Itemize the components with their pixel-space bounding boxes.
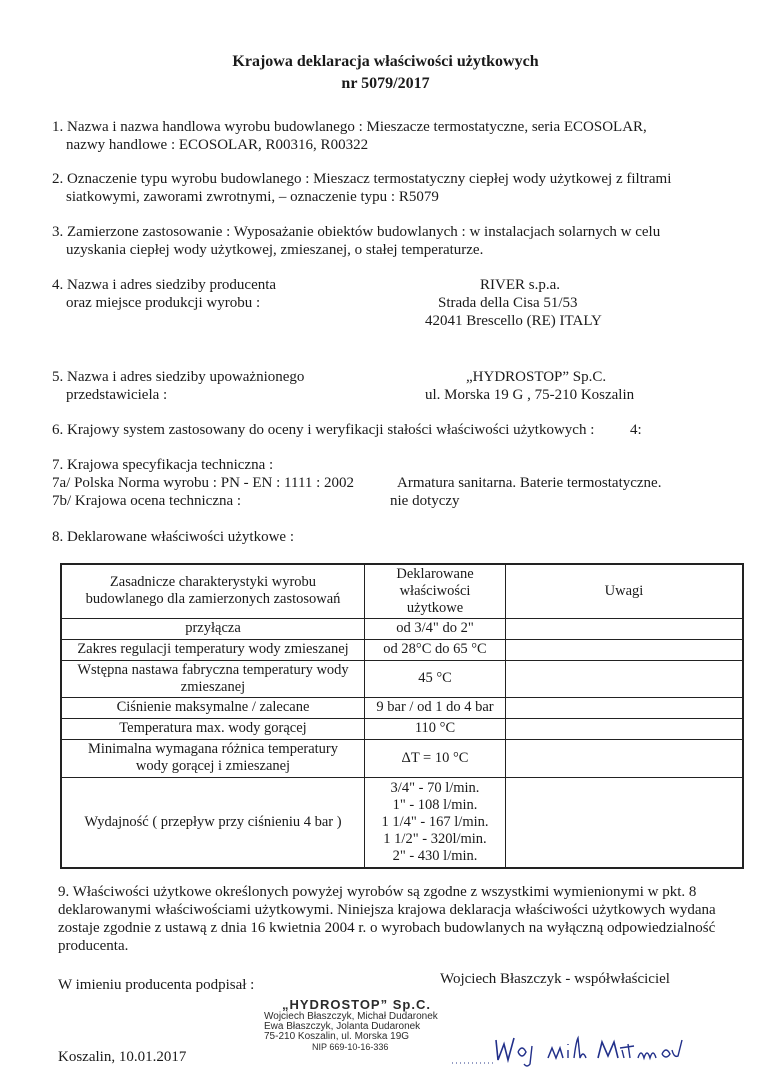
properties-table [60, 563, 744, 869]
representative-address: ul. Morska 19 G , 75-210 Koszalin [425, 387, 635, 403]
table-row: Minimalna wymagana różnica temperatury wody gorącej i zmieszanej ΔT = 10 °C [61, 739, 743, 777]
section-4-label-1: 4. Nazwa i adres siedziby producenta [52, 277, 277, 293]
table-row: Zakres regulacji temperatury wody zmieszanej od 28°C do 65 °C [61, 639, 743, 660]
section-7b-value: nie dotyczy [390, 493, 460, 509]
place-and-date: Koszalin, 10.01.2017 [58, 1049, 187, 1065]
section-1-line-2: nazwy handlowe : ECOSOLAR, R00316, R00322 [66, 137, 369, 153]
section-9-line-3: zostaje zgodnie z ustawą z dnia 16 kwietnia 2004 r. o wyrobach budowlanych na wyłączną odpowiedzialność [58, 920, 716, 936]
section-1-line-1: 1. Nazwa i nazwa handlowa wyrobu budowlanego : Mieszacze termostatyczne, seria ECOSOLAR, [52, 119, 647, 135]
section-4-label-2: oraz miejsce produkcji wyrobu : [66, 295, 261, 311]
section-6-text: 6. Krajowy system zastosowany do oceny i weryfikacji stałości właściwości użytkowych : [52, 422, 595, 438]
header-remarks: Uwagi [506, 564, 744, 618]
section-3-line-1: 3. Zamierzone zastosowanie : Wyposażanie obiektów budowlanych : w instalacjach solarnych w celu [52, 224, 661, 240]
table-row: Ciśnienie maksymalne / zalecane 9 bar / od 1 do 4 bar [61, 697, 743, 718]
header-characteristics: Zasadnicze charakterystyki wyrobu budowlanego dla zamierzonych zastosowań [61, 564, 365, 618]
document-number: nr 5079/2017 [341, 75, 430, 92]
section-7b-label: 7b/ Krajowa ocena techniczna : [52, 493, 242, 509]
table-row: Temperatura max. wody gorącej 110 °C [61, 718, 743, 739]
section-8-heading: 8. Deklarowane właściwości użytkowe : [52, 529, 295, 545]
manufacturer-street: Strada della Cisa 51/53 [438, 295, 578, 311]
table-row: Wydajność ( przepływ przy ciśnieniu 4 bar ) 3/4" - 70 l/min. 1" - 108 l/min. 1 1/4" - 167 l/min. 1 1/2" - 320l/min. 2" - 430 l/min. [61, 777, 743, 868]
table-row: przyłącza od 3/4" do 2" [61, 618, 743, 639]
section-6-value: 4: [630, 422, 642, 438]
section-5-label-1: 5. Nazwa i adres siedziby upoważnionego [52, 369, 305, 385]
section-2-line-2: siatkowymi, zaworami zwrotnymi, – oznaczenie typu : R5079 [66, 189, 439, 205]
section-7a-label: 7a/ Polska Norma wyrobu : PN - EN : 1111 : 2002 [52, 475, 355, 491]
section-5-label-2: przedstawiciela : [66, 387, 168, 403]
section-9-line-2: deklarowanymi właściwościami użytkowymi. Niniejsza krajowa deklaracja właściwości użytkowych wydana [58, 902, 716, 918]
company-stamp: „HYDROSTOP” Sp.C. Wojciech Błaszczyk, Michał Dudaronek Ewa Błaszczyk, Jolanta Dudaronek 75-210 Koszalin, ul. Morska 19G NIP 669-10-16-336 [264, 997, 438, 1052]
manufacturer-name: RIVER s.p.a. [480, 277, 560, 293]
section-3-line-2: uzyskania ciepłej wody użytkowej, zmieszanej, o stałej temperaturze. [66, 242, 484, 258]
table-header-row [61, 564, 743, 618]
signer-name: Wojciech Błaszczyk - współwłaściciel [440, 971, 670, 987]
section-9-line-4: producenta. [58, 938, 129, 954]
header-declared-properties: Deklarowane właściwości użytkowe [365, 564, 506, 618]
section-7-heading: 7. Krajowa specyfikacja techniczna : [52, 457, 274, 473]
section-9-line-1: 9. Właściwości użytkowe określonych powyżej wyrobów są zgodne z wszystkimi wymienionymi w pkt. 8 [58, 884, 697, 900]
representative-name: „HYDROSTOP” Sp.C. [466, 369, 607, 385]
section-7a-value: Armatura sanitarna. Baterie termostatyczne. [397, 475, 662, 491]
document-title: Krajowa deklaracja właściwości użytkowych [232, 53, 539, 70]
section-2-line-1: 2. Oznaczenie typu wyrobu budowlanego : Mieszacz termostatyczny ciepłej wody użytkowej z filtrami [52, 171, 672, 187]
signed-by-label: W imieniu producenta podpisał : [58, 977, 255, 993]
signature [452, 1030, 702, 1070]
manufacturer-city: 42041 Brescello (RE) ITALY [425, 313, 602, 329]
table-row: Wstępna nastawa fabryczna temperatury wody zmieszanej 45 °C [61, 660, 743, 697]
